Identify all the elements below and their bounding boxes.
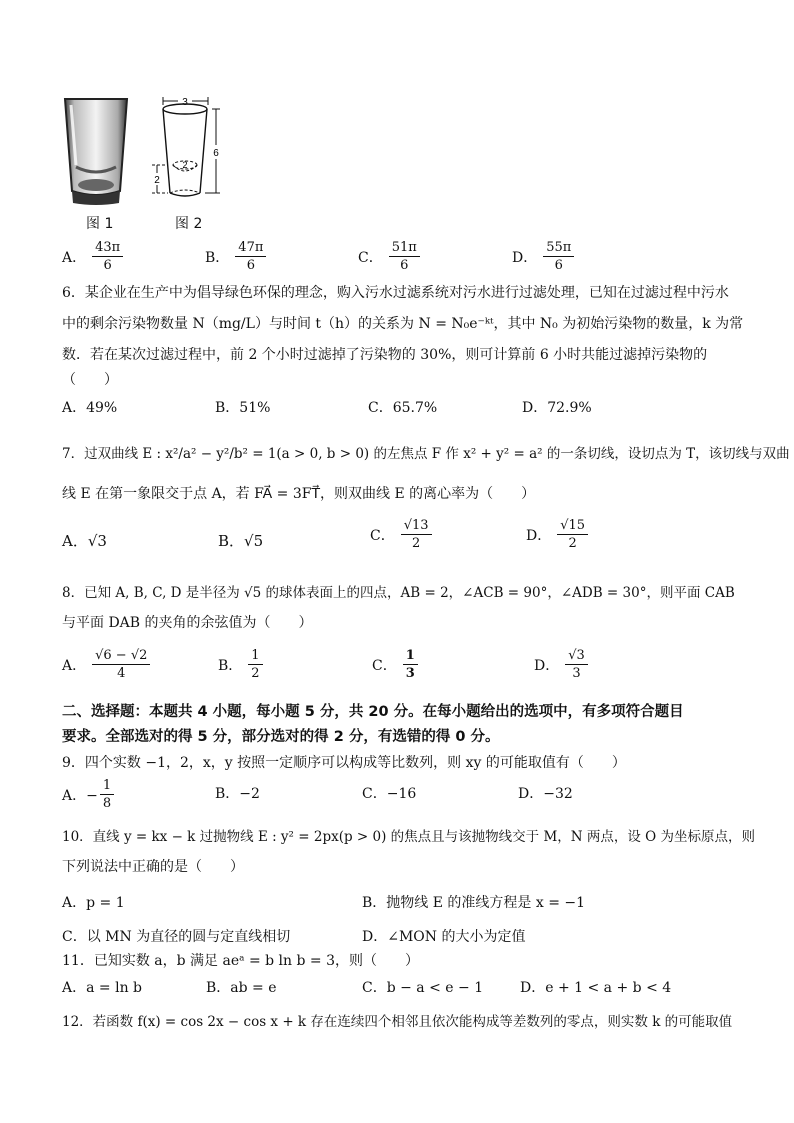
q8-option-b [218,648,263,681]
q6-stem-line2: 中的剩余污染物数量 N（mg/L）与时间 t（h）的关系为 N = N₀e⁻ᵏᵗ，其中 N₀ 为初始污染物的数量，k 为常 [62,316,744,332]
q8-stem-line1: 8．已知 A, B, C, D 是半径为 √5 的球体表面上的四点，AB = 2，∠ACB = 90°，∠ADB = 30°，则平面 CAB [62,585,735,601]
q9-a-num: 1 [100,778,114,795]
q7-option-d [526,518,588,551]
q5-a-num: 43π [92,240,123,257]
q8-option-a [62,648,150,681]
q10-option-b: B．抛物线 E 的准线方程是 x = −1 [362,895,586,911]
q7-d-num: √15 [557,518,588,535]
q5-option-d [512,240,574,273]
q5-option-c [358,240,420,273]
q11-option-b: B．ab = e [206,980,277,996]
q10-option-a: A．p = 1 [62,895,125,911]
q8-a-num: √6 − √2 [92,648,150,665]
q8-b-den: 2 [251,666,260,681]
q5-option-b [205,240,266,273]
q7-c-den: 2 [411,536,421,551]
figure-1-caption: 图 1 [86,216,114,232]
q5-option-b-label: B． [205,249,230,266]
q8-option-d-label: D． [534,657,560,674]
fig2-top-dim: 3 [182,97,188,108]
figure-2-diagram [150,95,226,207]
figure-2-caption: 图 2 [175,216,203,232]
q11-option-d: D．e + 1 < a + b < 4 [520,980,672,996]
q8-option-d [534,648,588,681]
q7-option-d-label: D． [526,527,552,544]
q8-option-a-label: A． [62,657,87,674]
q5-c-den: 6 [400,258,409,273]
q7-c-num: √13 [401,518,432,535]
q10-option-c: C．以 MN 为直径的圆与定直线相切 [62,929,291,945]
q8-stem-line2: 与平面 DAB 的夹角的余弦值为（ ） [62,615,313,631]
q8-option-c [372,648,418,681]
q11-option-a: A．a = ln b [62,980,142,996]
q7-stem-line1: 7．过双曲线 E : x²/a² − y²/b² = 1(a > 0, b > 0) 的左焦点 F 作 x² + y² = a² 的一条切线，设切点为 T，该切线与双曲 [62,446,790,462]
q6-option-b: B．51% [215,400,271,416]
q5-c-num: 51π [389,240,420,257]
q11-stem-line1: 11．已知实数 a，b 满足 aeᵃ = b ln b = 3，则（ ） [62,953,419,969]
q8-a-den: 4 [117,666,126,681]
fig2-bottom-dim: 2 [154,175,160,186]
q7-option-c-label: C． [370,527,395,544]
q5-option-c-label: C． [358,249,383,266]
q5-b-num: 47π [235,240,266,257]
q5-option-d-label: D． [512,249,538,266]
q7-option-c [370,518,432,551]
q6-stem-line4: （ ） [62,372,118,388]
section-2-heading-line2: 要求。全部选对的得 5 分，部分选对的得 2 分，有选错的得 0 分。 [62,729,500,745]
q9-option-b: B．−2 [215,786,260,802]
q9-option-a-label: A．− [62,787,98,804]
q7-option-a: A．√3 [62,532,107,550]
q5-a-den: 6 [103,258,112,273]
q9-option-c: C．−16 [362,786,417,802]
q6-stem-line1: 6．某企业在生产中为倡导绿色环保的理念，购入污水过滤系统对污水进行过滤处理，已知在过滤过程中污水 [62,285,729,301]
q5-d-den: 6 [554,258,563,273]
q5-option-a [62,240,123,273]
q7-d-den: 2 [568,536,577,551]
q10-option-d: D．∠MON 的大小为定值 [362,929,526,945]
q10-stem-line1: 10．直线 y = kx − k 过抛物线 E : y² = 2px(p > 0) 的焦点且与该抛物线交于 M，N 两点，设 O 为坐标原点，则 [62,829,756,845]
q9-option-a [62,778,114,811]
q12-stem-line1: 12．若函数 f(x) = cos 2x − cos x + k 存在连续四个相邻且依次能构成等差数列的零点，则实数 k 的可能取值 [62,1014,733,1030]
q9-option-d: D．−32 [518,786,573,802]
q6-stem-line3: 数．若在某次过滤过程中，前 2 个小时过滤掉了污染物的 30%，则可计算前 6 小时共能过滤掉污染物的 [62,347,708,363]
q8-d-den: 3 [572,666,581,681]
q5-d-num: 55π [543,240,574,257]
q6-option-d: D．72.9% [522,400,592,416]
q8-option-b-label: B． [218,657,243,674]
q8-b-num: 1 [248,648,262,665]
q8-c-num: 1 [403,648,418,665]
q9-stem-line1: 9．四个实数 −1，2，x，y 按照一定顺序可以构成等比数列，则 xy 的可能取值有（ ） [62,755,626,771]
q8-c-den: 3 [405,666,415,681]
fig2-inner-dim: 2 [182,160,188,170]
q6-option-a: A．49% [62,400,118,416]
q11-option-c: C．b − a < e − 1 [362,980,484,996]
q8-d-num: √3 [565,648,588,665]
fig2-height-dim: 6 [213,148,219,159]
q7-stem-line2: 线 E 在第一象限交于点 A，若 FA⃗ = 3FT⃗，则双曲线 E 的离心率为（ ） [62,486,536,502]
q9-a-den: 8 [102,796,112,811]
q6-option-c: C．65.7% [368,400,438,416]
q5-b-den: 6 [246,258,255,273]
q8-option-c-label: C． [372,657,397,674]
q7-option-b: B．√5 [218,532,264,550]
section-2-heading-line1: 二、选择题：本题共 4 小题，每小题 5 分，共 20 分。在每小题给出的选项中，有多项符合题目 [62,704,684,720]
q5-option-a-label: A． [62,249,87,266]
q10-stem-line2: 下列说法中正确的是（ ） [62,859,244,875]
figure-1-glass [62,95,130,207]
